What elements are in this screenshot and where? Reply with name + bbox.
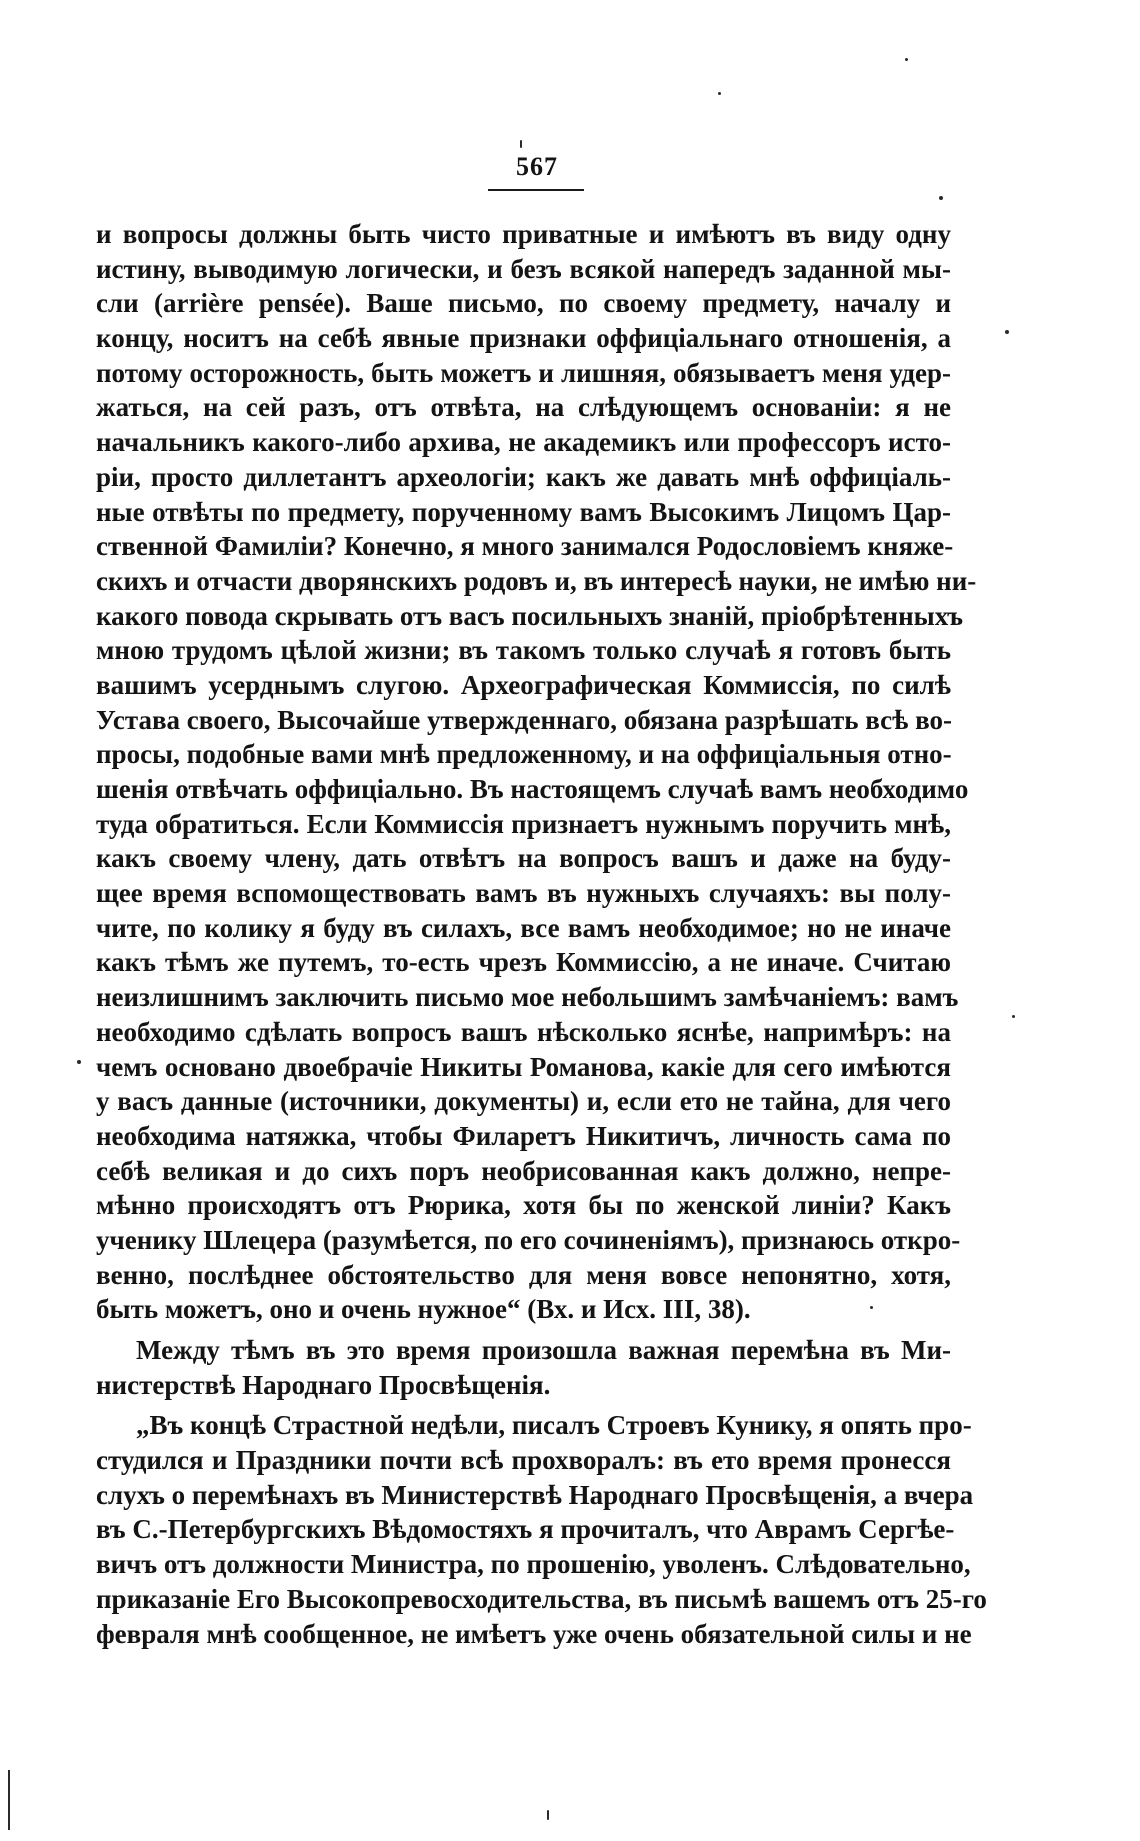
text-line: неизлишнимъ заключить письмо мое небольшимъ замѣчаніемъ: вамъ bbox=[96, 982, 959, 1013]
scan-speck bbox=[547, 1810, 549, 1820]
scan-edge-mark bbox=[8, 1770, 10, 1830]
text-line: Устава своего, Высочайше утвержденнаго, обязана разрѣшать всѣ во- bbox=[96, 704, 953, 735]
scan-speck bbox=[77, 1060, 81, 1064]
text-line: ученику Шлецера (разумѣется, по его сочиненіямъ), признаюсь откро- bbox=[96, 1224, 961, 1255]
text-line: ственной Фамиліи? Конечно, я много занимался Родословіемъ княже- bbox=[96, 531, 954, 562]
text-line: приказаніе Его Высокопревосходительства, въ письмѣ вашемъ отъ 25-го bbox=[96, 1583, 987, 1614]
text-line: быть можетъ, оно и очень нужное“ (Вх. и Исх. III, 38). bbox=[96, 1294, 751, 1325]
text-line: какъ тѣмъ же путемъ, то-есть чрезъ Коммиссію, а не иначе. Считаю bbox=[96, 947, 951, 978]
scan-speck bbox=[870, 1306, 873, 1309]
text-line: истину, выводимую логически, и безъ всякой напередъ заданной мы- bbox=[96, 253, 951, 284]
text-line: ные отвѣты по предмету, порученному вамъ Высокимъ Лицомъ Цар- bbox=[96, 496, 951, 527]
text-line: щее время вспомоществовать вамъ въ нужныхъ случаяхъ: вы полу- bbox=[96, 878, 951, 909]
text-line: Между тѣмъ въ это время произошла важная перемѣна въ Ми- bbox=[136, 1335, 951, 1365]
scan-speck bbox=[905, 58, 908, 61]
paragraph-stroev-letter bbox=[96, 1408, 972, 1443]
text-line: мѣнно происходятъ отъ Рюрика, хотя бы по женской линіи? Какъ bbox=[96, 1190, 951, 1221]
text-line: какъ своему члену, дать отвѣтъ на вопросъ вашъ и даже на буду- bbox=[96, 843, 951, 874]
text-line: туда обратиться. Если Коммиссія признаетъ нужнымъ поручить мнѣ, bbox=[96, 808, 951, 839]
text-line: слухъ о перемѣнахъ въ Министерствѣ Народнаго Просвѣщенія, а вчера bbox=[96, 1479, 974, 1510]
text-line: скихъ и отчасти дворянскихъ родовъ и, въ интересѣ науки, не имѣю ни- bbox=[96, 565, 977, 596]
text-line: жаться, на сей разъ, отъ отвѣта, на слѣдующемъ основаніи: я не bbox=[96, 392, 951, 423]
paragraph-letter bbox=[96, 217, 977, 1327]
text-line: нистерствѣ Народнаго Просвѣщенія. bbox=[96, 1369, 551, 1400]
page-number-rule bbox=[488, 189, 584, 191]
text-line: чите, по колику я буду въ силахъ, все вамъ необходимое; но не иначе bbox=[96, 912, 951, 943]
text-line: просы, подобные вами мнѣ предложенному, и на оффиціальныя отно- bbox=[96, 739, 952, 770]
text-line: вашимъ усерднымъ слугою. Археографическая Коммиссія, по силѣ bbox=[96, 669, 951, 700]
text-line: какого повода скрывать отъ васъ посильныхъ знаній, пріобрѣтенныхъ bbox=[96, 600, 963, 631]
text-line: студился и Праздники почти всѣ прохворалъ: въ ето время пронесся bbox=[96, 1445, 951, 1476]
text-line: начальникъ какого-либо архива, не академикъ или профессоръ исто- bbox=[96, 427, 951, 458]
page-number: 567 bbox=[516, 152, 558, 181]
text-line: шенія отвѣчать оффиціально. Въ настоящемъ случаѣ вамъ необходимо bbox=[96, 774, 969, 804]
scan-speck bbox=[520, 140, 522, 148]
scan-speck bbox=[1012, 1015, 1015, 1018]
text-line: ріи, просто диллетантъ археологіи; какъ же давать мнѣ оффиціаль- bbox=[96, 461, 951, 492]
text-line: вичъ отъ должности Министра, по прошенію, уволенъ. Слѣдовательно, bbox=[96, 1549, 971, 1580]
text-line: необходимо сдѣлать вопросъ вашъ нѣсколько яснѣе, напримѣръ: на bbox=[96, 1016, 951, 1047]
scan-speck bbox=[718, 92, 721, 95]
paragraph-stroev-letter-cont bbox=[96, 1443, 987, 1651]
text-line: въ С.-Петербургскихъ Вѣдомостяхъ я прочиталъ, что Аврамъ Сергѣе- bbox=[96, 1514, 955, 1545]
text-line: „Въ концѣ Страстной недѣли, писалъ Строевъ Кунику, я опять про- bbox=[136, 1410, 972, 1441]
text-line: сли (arrière pensée). Ваше письмо, по своему предмету, началу и bbox=[96, 288, 951, 319]
text-line: мною трудомъ цѣлой жизни; въ такомъ только случаѣ я готовъ быть bbox=[96, 635, 951, 666]
scan-speck bbox=[1005, 330, 1009, 334]
text-line: у васъ данные (источники, документы) и, если ето не тайна, для чего bbox=[96, 1086, 951, 1117]
body-text bbox=[96, 217, 987, 1651]
text-line: венно, послѣднее обстоятельство для меня вовсе непонятно, хотя, bbox=[96, 1259, 951, 1290]
text-line: себѣ великая и до сихъ поръ необрисованная какъ должно, непре- bbox=[96, 1155, 951, 1186]
text-line: потому осторожность, быть можетъ и лишняя, обязываетъ меня удер- bbox=[96, 357, 951, 388]
scan-speck bbox=[939, 196, 943, 200]
text-line: необходима натяжка, чтобы Филаретъ Никитичъ, личность сама по bbox=[96, 1120, 951, 1151]
text-line: февраля мнѣ сообщенное, не имѣетъ уже очень обязательной силы и не bbox=[96, 1618, 972, 1649]
paragraph-ministry-change bbox=[96, 1333, 951, 1368]
text-line: чемъ основано двоебрачіе Никиты Романова, какіе для сего имѣются bbox=[96, 1051, 951, 1082]
text-line: и вопросы должны быть чисто приватные и имѣютъ въ виду одну bbox=[96, 219, 951, 249]
text-line: концу, носитъ на себѣ явные признаки оффиціальнаго отношенія, а bbox=[96, 323, 951, 354]
paragraph-ministry-change-cont bbox=[96, 1368, 951, 1403]
